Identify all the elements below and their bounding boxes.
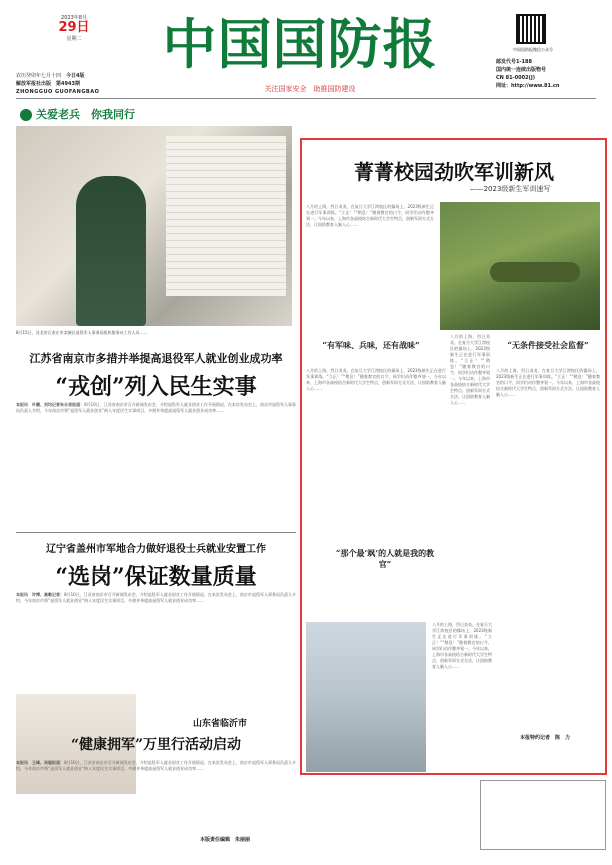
slogan: 关注国家安全 助推国防建设 <box>264 85 356 93</box>
publisher: 解放军报社出版 <box>16 81 52 87</box>
date-weekday: 星期二 <box>66 36 82 42</box>
date-box <box>55 14 93 42</box>
feature-body-1: 八月的上海，烈日炎炎。在复旦大学江湾校区的操场上，2023级新生正在进行军事训练。“立正！”“稍息！”随着教官的口令，同学们动作整齐划一。今年以来，上海市各高校结合新时代大学生特点，创新军训方式方法，让国防教育入脑入心…… <box>306 368 446 391</box>
masthead <box>0 0 612 98</box>
story2-kicker: 辽宁省盖州市军地合力做好退役士兵就业安置工作 <box>46 544 266 555</box>
issue-number: 第4943期 <box>56 81 80 87</box>
story3-body: 本报讯 王峰、吴聪报道：8月10日，江苏省南京市召开新闻发布会，介绍退役军人就业创业工作开展情况。在本次发布会上，南京市退役军人事务局负责人介绍，今年南京市将“退役军人就业创业”纳入年度民生实事项目，多措并举提高退役军人就业创业成功率…… <box>16 760 296 771</box>
footer-box <box>480 780 606 850</box>
column-badge-icon <box>20 109 32 121</box>
page-count: 今日4版 <box>66 73 85 79</box>
feature-subtitle: ——2023级新生军训速写 <box>469 185 551 193</box>
postal-code: 邮发代号1-188 <box>496 59 532 65</box>
feature-credit: 本报特约记者 陈 力 <box>520 735 571 741</box>
story1-body: 本报讯 叶鹏、刘均记者朱永祥报道：8月10日，江苏省南京市召开新闻发布会，介绍退役军人就业创业工作开展情况。在本次发布会上，南京市退役军人事务局负责人介绍，今年南京市将“退役军人就业创业”纳入年度民生实事项目，多措并举提高退役军人就业创业成功率…… <box>16 402 296 413</box>
pinyin-title: ZHONGGUO GUOFANGBAO <box>16 89 100 95</box>
footer-editor: 本版责任编辑 朱丽丽 <box>200 837 251 843</box>
training-photo <box>440 202 600 330</box>
feature-subhead-2: “无条件接受社会监督” <box>507 340 589 350</box>
feature-body-intro: 八月的上海，烈日炎炎。在复旦大学江湾校区的操场上，2023级新生正在进行军事训练。“立正！”“稍息！”随着教官的口令，同学们动作整齐划一。今年以来，上海市各高校结合新时代大学生特点，创新军训方式方法，让国防教育入脑入心…… <box>306 204 434 227</box>
feature-subhead-3: “那个最‘飒’的人就是我的教官” <box>335 548 435 569</box>
lunar-date: 农历癸卯年七月十四 <box>16 73 62 79</box>
divider <box>16 98 596 99</box>
feature-title: 菁菁校园劲吹军训新风 <box>354 160 554 184</box>
divider <box>16 532 296 533</box>
feature-body-4: 八月的上海，烈日炎炎。在复旦大学江湾校区的操场上，2023级新生正在进行军事训练。“立正！”“稍息！”随着教官的口令，同学们动作整齐划一。今年以来，上海市各高校结合新时代大学生特点，创新军训方式方法，让国防教育入脑入心…… <box>432 622 492 669</box>
feature-subhead-1: “有军味、兵味，还有战味” <box>322 340 420 350</box>
newspaper-title: 中国国防报 <box>162 12 438 76</box>
veteran-photo <box>16 126 292 326</box>
feature-body-2: 八月的上海，烈日炎炎。在复旦大学江湾校区的操场上，2023级新生正在进行军事训练。“立正！”“稍息！”随着教官的口令，同学们动作整齐划一。今年以来，上海市各高校结合新时代大学生特点，创新军训方式方法，让国防教育入脑入心…… <box>450 334 490 405</box>
story3-title: “健康拥军”万里行活动启动 <box>70 737 242 753</box>
publication-codes <box>496 58 586 90</box>
column-title: 关爱老兵 你我同行 <box>20 106 320 124</box>
issue-info <box>16 72 136 96</box>
qr-caption: 中国国防报微信公众号 <box>513 47 553 52</box>
feature-body-3: 八月的上海，烈日炎炎。在复旦大学江湾校区的操场上，2023级新生正在进行军事训练。“立正！”“稍息！”随着教官的口令，同学们动作整齐划一。今年以来，上海市各高校结合新时代大学生特点，创新军训方式方法，让国防教育入脑入心…… <box>496 368 600 397</box>
story2-title: “选岗”保证数量质量 <box>55 564 257 590</box>
website: 网址：http://www.81.cn <box>496 83 560 89</box>
photo-caption: 8月15日，河北省石家庄市栾城区退役军人事务局组织服务站工作人员…… <box>16 330 148 335</box>
serial-label: 国内统一连续出版物号 <box>496 67 547 73</box>
date-day: 29日 <box>58 20 90 35</box>
story2-body: 本报讯 许博、高歌记者：8月10日，江苏省南京市召开新闻发布会，介绍退役军人就业创业工作开展情况。在本次发布会上，南京市退役军人事务局负责人介绍，今年南京市将“退役军人就业创业”纳入年度民生实事项目，多措并举提高退役军人就业创业成功率…… <box>16 592 296 603</box>
classroom-photo <box>306 622 426 772</box>
cn-code: CN 81-0002(J) <box>496 75 535 81</box>
story3-kicker: 山东省临沂市 <box>192 719 247 729</box>
story1-kicker: 江苏省南京市多措并举提高退役军人就业创业成功率 <box>29 352 283 365</box>
story1-title: “戎创”列入民生实事 <box>55 374 257 400</box>
date-year-month: 2023年8月 <box>61 15 87 21</box>
qr-code-icon <box>516 14 546 44</box>
